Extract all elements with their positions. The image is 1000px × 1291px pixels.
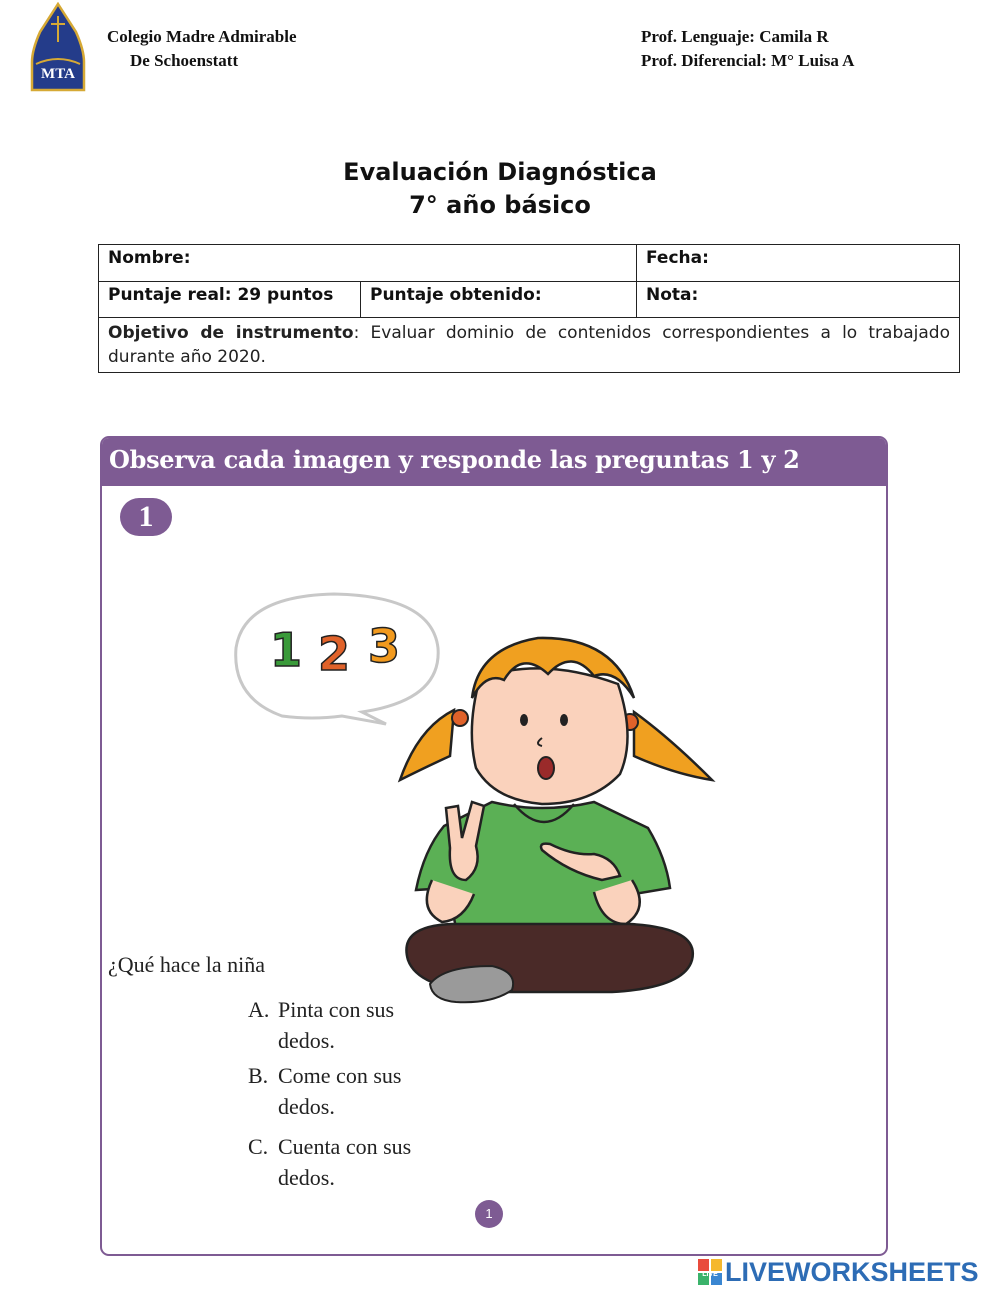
- page-number-badge: 1: [475, 1200, 503, 1228]
- objective-text: : Evaluar dominio de contenidos correspondientes a lo trabajado durante año 2020.: [108, 323, 950, 367]
- school-name-line2: De Schoenstatt: [130, 51, 239, 70]
- question-text: ¿Qué hace la niña: [108, 952, 265, 977]
- option-b-text-line1: Come con sus: [278, 1063, 402, 1088]
- logo-text: MTA: [41, 66, 75, 82]
- student-info-table: [98, 244, 960, 373]
- section-heading: Observa cada imagen y responde las preguntas 1 y 2: [102, 438, 886, 486]
- logo-letters: LIVE: [702, 1271, 718, 1278]
- max-score-label: Puntaje real: 29 puntos: [99, 282, 361, 318]
- liveworksheets-watermark: [698, 1257, 979, 1287]
- option-c-letter: C.: [248, 1134, 269, 1159]
- option-b[interactable]: [248, 1060, 448, 1124]
- girl-counting-illustration: [222, 588, 722, 1033]
- option-a-text-line2: dedos.: [278, 1028, 335, 1053]
- question-panel: [100, 436, 888, 1256]
- objective-label: Objetivo de instrumento: [108, 323, 354, 343]
- speech-digit-1: 1: [270, 623, 303, 677]
- option-a-text-line1: Pinta con sus: [278, 997, 395, 1022]
- teacher-differential: Prof. Diferencial: M° Luisa A: [641, 51, 855, 70]
- option-c[interactable]: [248, 1131, 448, 1195]
- date-field[interactable]: Fecha:: [637, 245, 960, 282]
- option-c-text-line1: Cuenta con sus: [278, 1134, 412, 1159]
- objective-cell: [99, 318, 960, 373]
- page-title: Evaluación Diagnóstica: [343, 158, 657, 186]
- obtained-score-field[interactable]: Puntaje obtenido:: [361, 282, 637, 318]
- speech-digit-2: 2: [318, 627, 351, 681]
- liveworksheets-text: LIVEWORKSHEETS: [725, 1256, 979, 1287]
- school-logo: [30, 2, 86, 94]
- name-field[interactable]: Nombre:: [99, 245, 637, 282]
- liveworksheets-logo-icon: [698, 1259, 722, 1285]
- teacher-language: Prof. Lenguaje: Camila R: [641, 27, 829, 46]
- speech-digit-3: 3: [368, 619, 401, 673]
- grade-field[interactable]: Nota:: [637, 282, 960, 318]
- school-name: Colegio Madre Admirable: [107, 27, 297, 46]
- option-c-text-line2: dedos.: [278, 1165, 335, 1190]
- option-b-letter: B.: [248, 1063, 269, 1088]
- page-subtitle: 7° año básico: [409, 191, 591, 219]
- option-a[interactable]: [248, 994, 448, 1058]
- option-b-text-line2: dedos.: [278, 1094, 335, 1119]
- question-number-badge: 1: [120, 498, 172, 536]
- option-a-letter: A.: [248, 997, 270, 1022]
- speech-bubble: [236, 594, 438, 724]
